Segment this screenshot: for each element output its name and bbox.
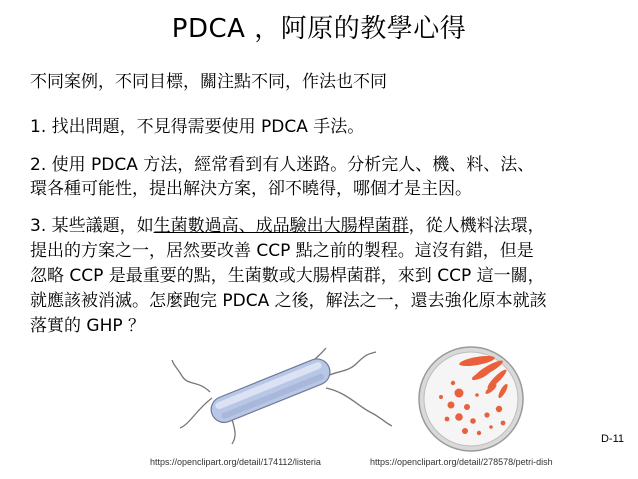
point-2-line-2: 環各種可能性，提出解決方案，卻不曉得，哪個才是主因。 (30, 179, 472, 199)
listeria-bacterium-illustration (170, 340, 410, 450)
intro-line: 不同案例，不同目標，關注點不同，作法也不同 (30, 72, 387, 92)
bacterium-body (207, 355, 334, 426)
point-3-line-1 (30, 214, 545, 238)
petri-dish-base (424, 352, 518, 446)
point-1: 1. 找出問題，不見得需要使用 PDCA 手法。 (30, 117, 365, 137)
point-3-prefix: 3. 某些議題，如 (30, 216, 154, 236)
point-3-line-3: 忽略 CCP 是最重要的點，生菌數或大腸桿菌群，來到 CCP 這一關， (30, 266, 545, 286)
point-3-line-4: 就應該被消滅。怎麼跑完 PDCA 之後，解法之一，還去強化原本就該 (30, 291, 547, 311)
petri-dish-illustration (417, 345, 525, 453)
page-number: D-11 (600, 433, 624, 445)
point-2-line-1: 2. 使用 PDCA 方法，經常看到有人迷路。分析完人、機、料、法、 (30, 155, 535, 175)
point-3-line-5: 落實的 GHP ？ (30, 316, 146, 336)
listeria-credit-link[interactable]: https://openclipart.org/detail/174112/listeria (150, 457, 321, 467)
slide-title: PDCA ，阿原的教學心得 (171, 14, 467, 44)
point-3-underlined-issue: 生菌數過高、成品驗出大腸桿菌群 (153, 216, 409, 236)
point-3-suffix: ，從人機料法環， (408, 216, 545, 236)
petri-dish-credit-link[interactable]: https://openclipart.org/detail/278578/petri-dish (370, 457, 553, 467)
point-3-line-2: 提出的方案之一，居然要改善 CCP 點之前的製程。這沒有錯，但是 (30, 241, 534, 261)
